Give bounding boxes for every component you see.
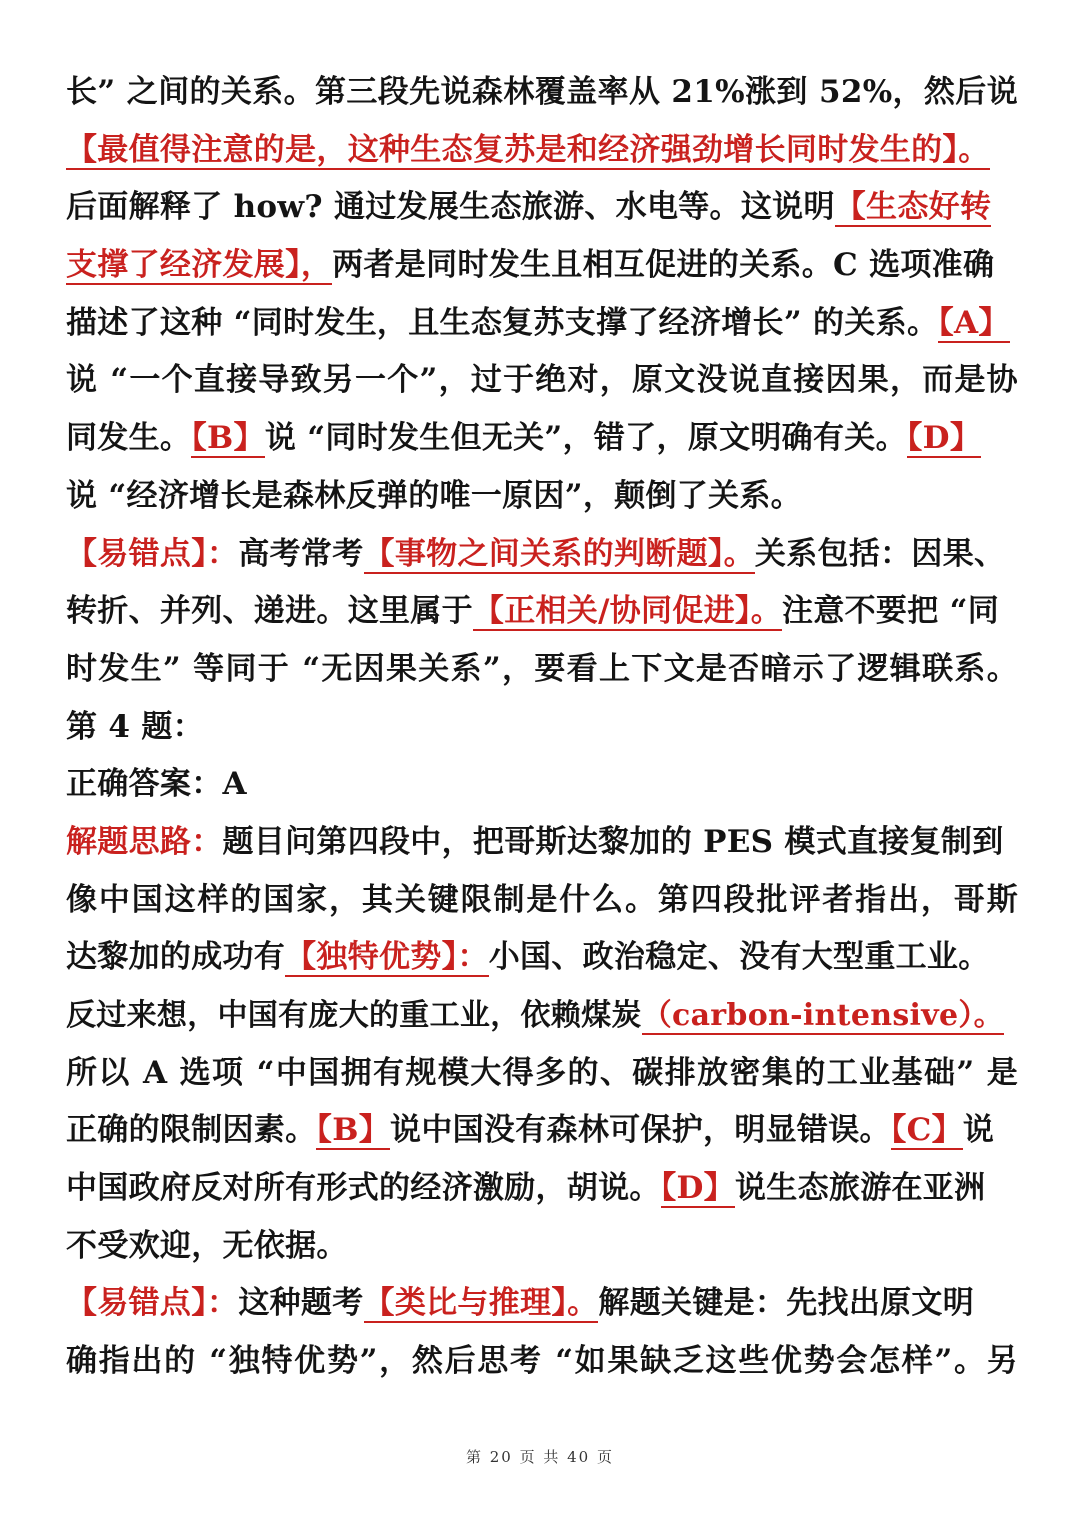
highlight: 【生态好转	[834, 189, 992, 226]
text-line: 正确的限制因素。【B】说中国没有森林可保护，明显错误。【C】说	[66, 1112, 995, 1149]
highlight: 【事物之间关系的判断题】。	[363, 535, 755, 572]
reasoning-label: 解题思路：	[66, 823, 223, 860]
text-line: 所以 A 选项 “中国拥有规模大得多的、碳排放密集的工业基础” 是	[66, 1054, 1018, 1091]
text-line: 转折、并列、递进。这里属于【正相关/协同促进】。注意不要把 “同	[66, 593, 1000, 630]
text-line: 说 “一个直接导致另一个”，过于绝对，原文没说直接因果，而是协	[66, 362, 1018, 399]
text-line: 同发生。【B】说 “同时发生但无关”，错了，原文明确有关。【D】	[66, 420, 982, 457]
text-line: 中国政府反对所有形式的经济激励，胡说。【D】说生态旅游在亚洲	[66, 1170, 986, 1207]
text-line: 像中国这样的国家，其关键限制是什么。第四段批评者指出，哥斯	[66, 881, 1018, 918]
text-line: 支撑了经济发展】，两者是同时发生且相互促进的关系。C 选项准确	[66, 247, 995, 284]
text-line: 描述了这种 “同时发生，且生态复苏支撑了经济增长” 的关系。【A】	[66, 304, 1010, 341]
option-marker: 【D】	[660, 1170, 735, 1207]
option-marker: 【C】	[890, 1112, 963, 1149]
pitfall-line: 【易错点】：高考常考【事物之间关系的判断题】。关系包括：因果、	[66, 535, 1006, 572]
option-marker: 【B】	[316, 1112, 391, 1149]
page-number-footer: 第 20 页 共 40 页	[465, 1448, 614, 1466]
page-body	[66, 64, 1018, 1391]
text-line: 长” 之间的关系。第三段先说森林覆盖率从 21%涨到 52%，然后说	[66, 74, 1018, 110]
highlight: 支撑了经济发展】，	[66, 247, 333, 284]
question-title: 第 4 题：	[66, 708, 204, 745]
reasoning-line: 解题思路：题目问第四段中，把哥斯达黎加的 PES 模式直接复制到	[66, 823, 1004, 860]
text-line: 后面解释了 how? 通过发展生态旅游、水电等。这说明【生态好转	[66, 189, 992, 226]
text-line	[66, 122, 1018, 180]
highlight: （carbon-intensive）。	[641, 998, 1004, 1033]
pitfall-line: 【易错点】：这种题考【类比与推理】。解题关键是：先找出原文明	[66, 1285, 975, 1322]
text-line: 不受欢迎，无依据。	[66, 1227, 348, 1264]
highlight: 【最值得注意的是，这种生态复苏是和经济强劲增长同时发生的】。	[66, 131, 990, 168]
text-line: 时发生” 等同于 “无因果关系”，要看上下文是否暗示了逻辑联系。	[66, 650, 1018, 687]
pitfall-label: 【易错点】：	[66, 535, 239, 572]
correct-answer: 正确答案：A	[66, 766, 247, 803]
text-line: 说 “经济增长是森林反弹的唯一原因”，颠倒了关系。	[66, 477, 802, 514]
text-line: 确指出的 “独特优势”，然后思考 “如果缺乏这些优势会怎样”。另	[66, 1343, 1018, 1380]
highlight: 【独特优势】：	[285, 939, 489, 976]
option-marker: 【A】	[938, 304, 1010, 341]
option-marker: 【D】	[906, 420, 982, 457]
text-line: 反过来想，中国有庞大的重工业，依赖煤炭（carbon-intensive）。	[66, 998, 1004, 1033]
pitfall-label: 【易错点】：	[66, 1285, 239, 1322]
highlight: 【正相关/协同促进】。	[472, 593, 783, 630]
highlight: 【类比与推理】。	[363, 1285, 599, 1322]
option-marker: 【B】	[191, 420, 265, 457]
text-line: 达黎加的成功有【独特优势】：小国、政治稳定、没有大型重工业。	[66, 939, 990, 976]
